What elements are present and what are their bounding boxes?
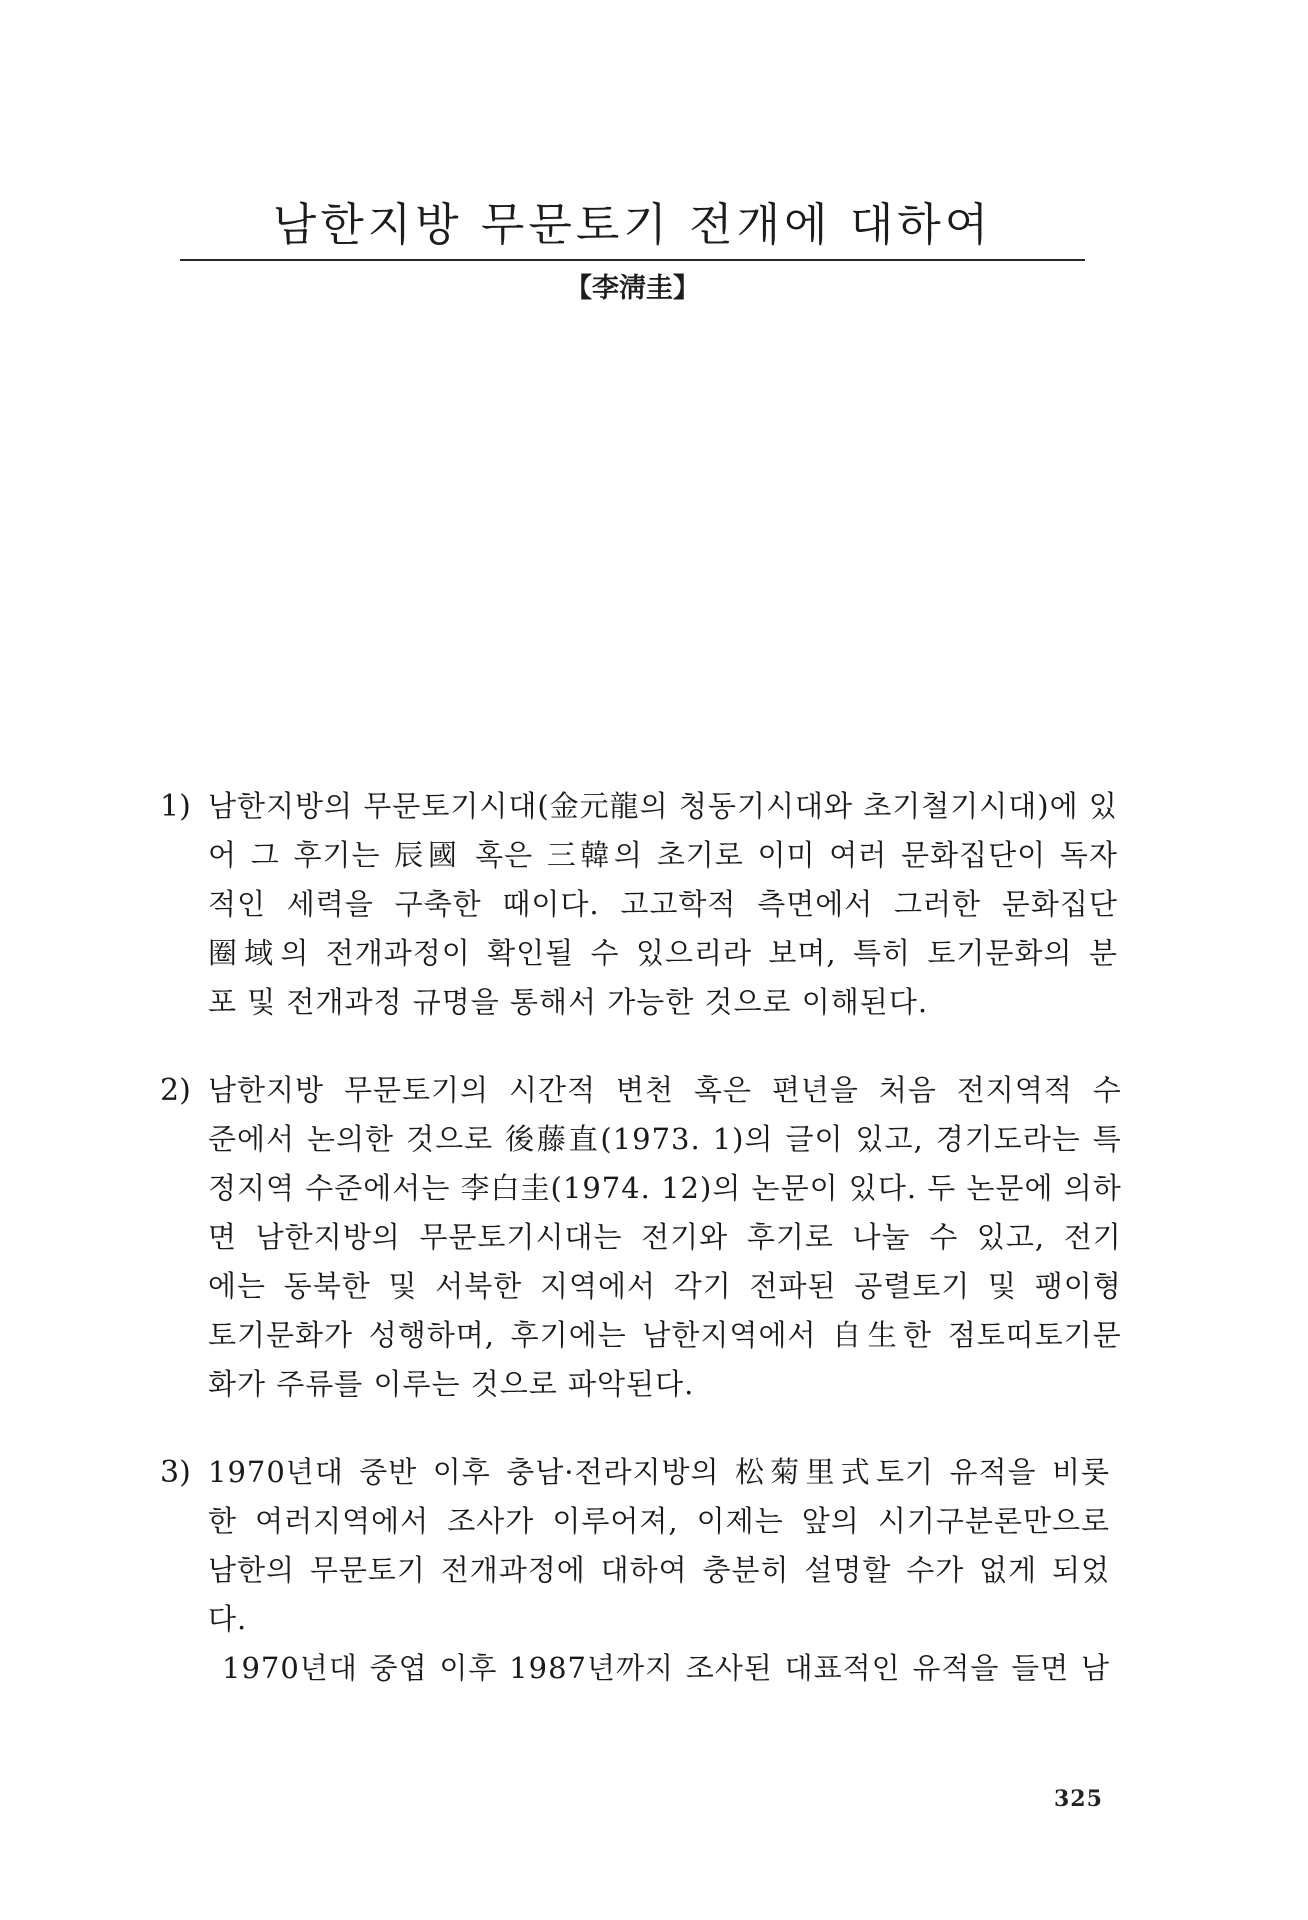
continuation-line: 1970년대 중엽 이후 1987년까지 조사된 대표적인 유적을 들면 남 bbox=[222, 1651, 1110, 1685]
paragraph-3 bbox=[160, 1448, 1110, 1693]
paragraph-number: 2) bbox=[160, 1073, 191, 1108]
text-line: 한 여러지역에서 조사가 이루어져, 이제는 앞의 시기구분론만으로 bbox=[208, 1504, 1110, 1538]
text-line: 남한지방 무문토기의 시간적 변천 혹은 편년을 처음 전지역적 수 bbox=[208, 1073, 1122, 1107]
paragraph-lines bbox=[208, 782, 1118, 1027]
paragraph-1 bbox=[160, 782, 1118, 1027]
title-block bbox=[180, 195, 1085, 309]
paragraph-number: 1) bbox=[160, 789, 191, 824]
paragraph-2 bbox=[160, 1066, 1122, 1409]
title-underline bbox=[180, 259, 1085, 261]
author-name: 【李淸圭】 bbox=[565, 273, 700, 304]
text-line: 면 남한지방의 무문토기시대는 전기와 후기로 나눌 수 있고, 전기 bbox=[208, 1220, 1122, 1254]
paragraph-number: 3) bbox=[160, 1455, 191, 1490]
text-line: 圈域의 전개과정이 확인될 수 있으리라 보며, 특히 토기문화의 분 bbox=[208, 936, 1118, 970]
body-text bbox=[160, 782, 1122, 1693]
text-line: 포 및 전개과정 규명을 통해서 가능한 것으로 이해된다. bbox=[208, 985, 929, 1019]
text-line: 에는 동북한 및 서북한 지역에서 각기 전파된 공렬토기 및 팽이형 bbox=[208, 1269, 1122, 1303]
text-line: 준에서 논의한 것으로 後藤直(1973. 1)의 글이 있고, 경기도라는 특 bbox=[208, 1122, 1122, 1156]
text-line: 어 그 후기는 辰國 혹은 三韓의 초기로 이미 여러 문화집단이 독자 bbox=[208, 838, 1118, 872]
text-line: 1970년대 중반 이후 충남·전라지방의 松菊里式토기 유적을 비롯 bbox=[208, 1455, 1110, 1489]
paragraph-lines bbox=[208, 1066, 1122, 1409]
page-title: 남한지방 무문토기 전개에 대하여 bbox=[272, 198, 993, 251]
text-line: 적인 세력을 구축한 때이다. 고고학적 측면에서 그러한 문화집단 bbox=[208, 887, 1118, 921]
text-line: 화가 주류를 이루는 것으로 파악된다. bbox=[208, 1367, 695, 1401]
text-line: 정지역 수준에서는 李白圭(1974. 12)의 논문이 있다. 두 논문에 의하 bbox=[208, 1171, 1122, 1205]
page-number: 325 bbox=[1054, 1786, 1103, 1812]
paragraph-lines bbox=[208, 1448, 1110, 1693]
text-line: 다. bbox=[208, 1602, 248, 1636]
text-line: 토기문화가 성행하며, 후기에는 남한지역에서 自生한 점토띠토기문 bbox=[208, 1318, 1122, 1352]
text-line: 남한의 무문토기 전개과정에 대하여 충분히 설명할 수가 없게 되었 bbox=[208, 1553, 1110, 1587]
text-line: 남한지방의 무문토기시대(金元龍의 청동기시대와 초기철기시대)에 있 bbox=[208, 789, 1118, 823]
